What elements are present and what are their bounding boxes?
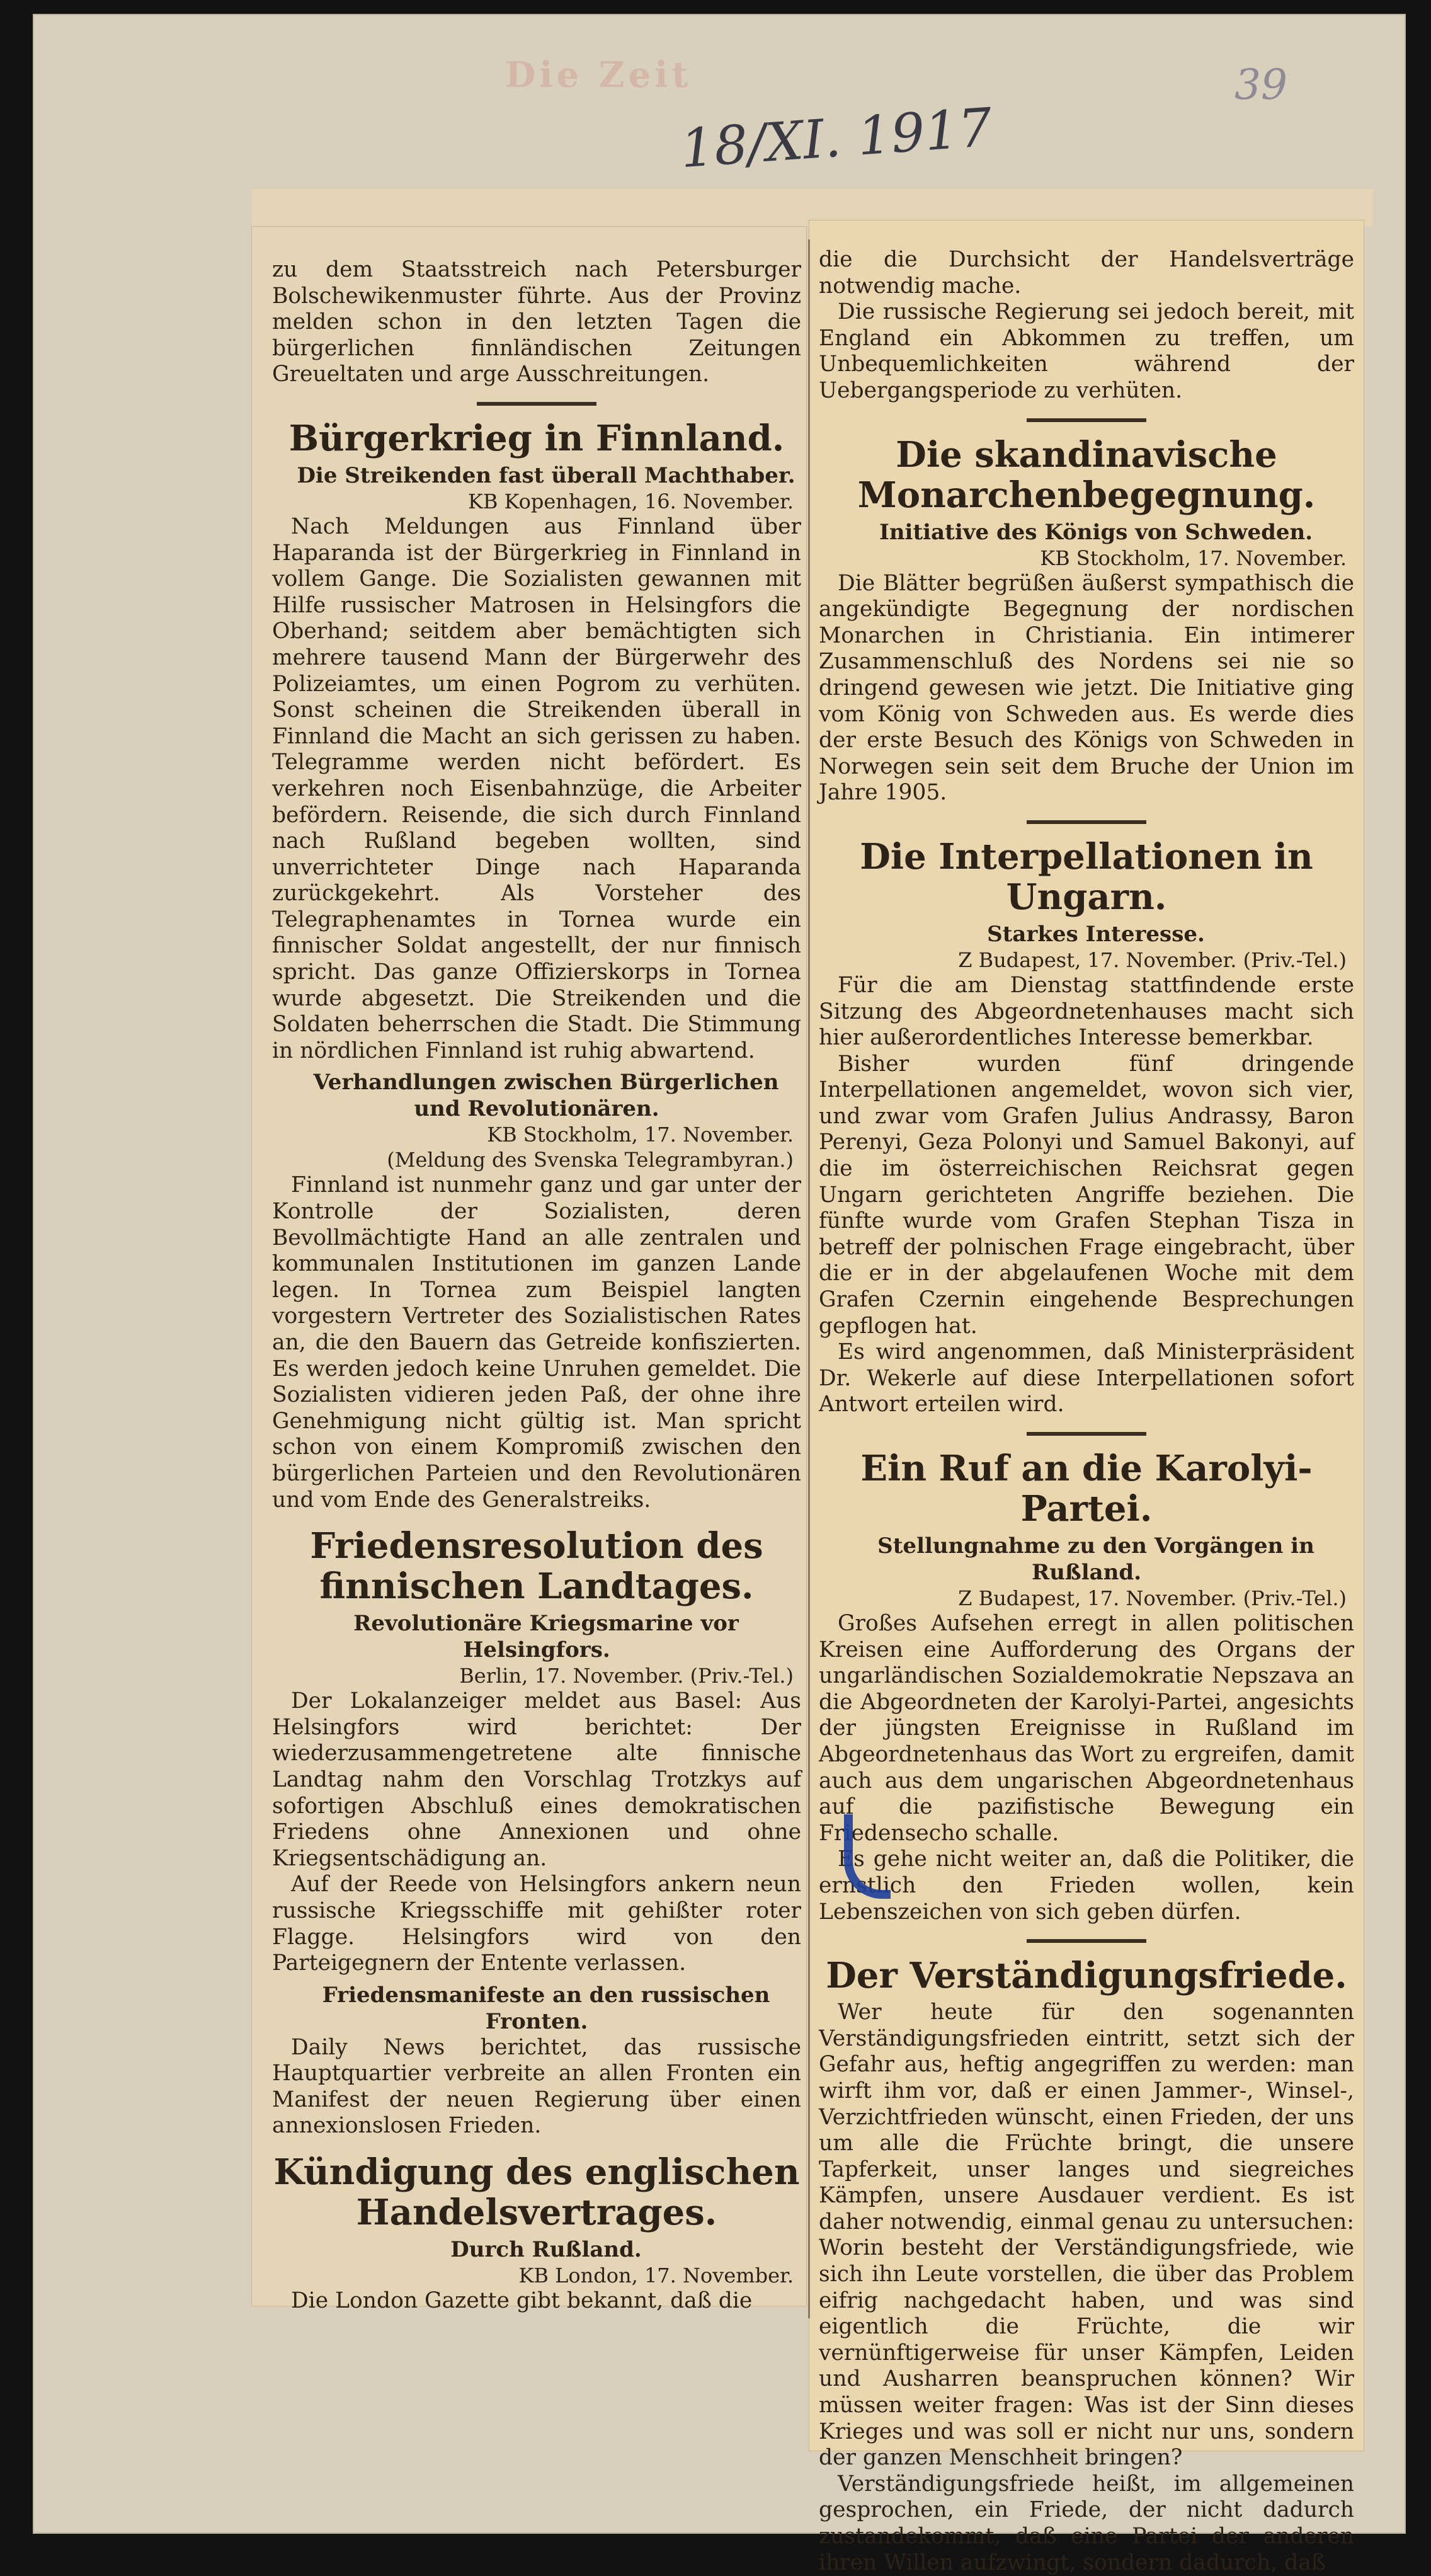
article-body-kuendigung: Die London Gazette gibt bekannt, daß die — [291, 2288, 753, 2314]
headline-karolyi: Ein Ruf an die Karolyi-Partei. — [860, 1448, 1313, 1530]
headline-monarchen: Die skandinavische Monarchenbegegnung. — [857, 433, 1316, 516]
article-body-karolyi-b: Es gehe nicht weiter an, daß die Politiker, die ernstlich den Frieden wollen, kein Lebenszeichen von sich geben dürfen. — [819, 1846, 1354, 1925]
subhead-streikenden: Die Streikenden fast überall Machthaber. — [297, 462, 795, 488]
divider-rule — [1027, 820, 1146, 824]
dateline-stockholm-right: KB Stockholm, 17. November. — [1040, 546, 1347, 570]
right-intro-text: die die Durchsicht der Handelsverträge notwendig mache. — [819, 247, 1354, 299]
dateline-kopenhagen: KB Kopenhagen, 16. November. — [467, 489, 794, 513]
article-body-monarchen: Die Blätter begrüßen äußerst sympathisch die angekündigte Begegnung der nordischen Monarchen in Christiania. Ein intimerer Zusammenschluß des Nordens sei nie so dringend gewesen wie jetzt. Die Initiative ging vom König von Schweden aus. Es werde dies der erste Besuch des Königs von Schweden in Norwegen sein seit dem Bruche der Union im Jahre 1905. — [819, 570, 1354, 806]
subhead-verhandlungen: Verhandlungen zwischen Bürgerlichen und Revolutionären. — [313, 1070, 779, 1122]
column-divider — [808, 239, 810, 2318]
right-intro-text-2: Die russische Regierung sei jedoch bereit, mit England ein Abkommen zu treffen, um Unbequemlichkeiten während der Uebergangsperiode zu verhüten. — [819, 299, 1354, 403]
subhead-friedensmanifeste: Friedensmanifeste an den russischen Fronten. — [322, 1982, 770, 2034]
article-body-verhandlungen: Finnland ist nunmehr ganz und gar unter der Kontrolle der Sozialisten, deren Bevollmächtigte Hand an alle zentralen und kommunalen Institutionen im ganzen Lande legen. In Tornea zum Beispiel langten vorgestern Vertreter des Sozialistischen Rates an, die den Bauern das Getreide konfiszierten. Es werden jedoch keine Unruhen gemeldet. Die Sozialisten vidieren jeden Paß, der ohne ihre Genehmigung nicht gültig ist. Man spricht schon von einem Kompromiß zwischen den bürgerlichen Parteien und den Revolutionären und vom Ende des Generalstreiks. — [272, 1172, 801, 1513]
article-body-verstaendigungsfriede: Wer heute für den sogenannten Verständigungsfrieden eintritt, setzt sich der Gefahr aus, heftig angegriffen zu werden: man wirft ihm vor, daß er einen Jammer-, Winsel-, Verzichtfrieden wünscht, einen Frieden, der uns um alle die Früchte bringt, die unsere Tapferkeit, unser langes und siegreiches Kämpfen, unsere Ausdauer verdient. Es ist daher notwendig, einmal genau zu untersuchen: Worin besteht der Verständigungsfriede, wie sich ihn Leute vorstellen, die über das Problem eifrig nachgedacht haben, und was sind eigentlich die Früchte, die wir vernünftigerweise für unser Kämpfen, Leiden und Ausharren beanspruchen können? Wir müssen weiter fragen: Was ist der Sinn dieses Krieges und was soll er nicht nur uns, sondern der ganzen Menschheit bringen? — [819, 2000, 1354, 2471]
left-intro-text: zu dem Staatsstreich nach Petersburger Bolschewikenmuster führte. Aus der Provinz melden schon in den letzten Tagen die bürgerlichen finnländischen Zeitungen Greueltaten und arge Ausschreitungen. — [272, 257, 801, 387]
headline-interpellationen: Die Interpellationen in Ungarn. — [860, 835, 1313, 918]
pencil-page-number: 39 — [1234, 60, 1287, 109]
right-column — [819, 247, 1354, 2576]
article-body-karolyi: Großes Aufsehen erregt in allen politischen Kreisen eine Aufforderung des Organs der ungarländischen Sozialdemokratie Nepszava an die Abgeordneten der Karolyi-Partei, angesichts der jüngsten Ereignisse in Rußland im Abgeordnetenhaus das Wort zu ergreifen, damit auch aus dem ungarischen Abgeordnetenhaus auf die pazifistische Bewegung ein Friedensecho schalle. — [819, 1611, 1354, 1846]
source-svenska: (Meldung des Svenska Telegrambyran.) — [387, 1148, 794, 1172]
divider-rule — [1027, 1939, 1146, 1943]
article-body-verstaendigungsfriede-b: Verständigungsfriede heißt, im allgemeinen gesprochen, ein Friede, der nicht dadurch zustandekommt, daß eine Partei der anderen ihren Willen aufzwingt, sondern dadurch, daß — [819, 2471, 1354, 2575]
subhead-initiative: Initiative des Königs von Schweden. — [879, 519, 1313, 545]
subhead-kriegsmarine: Revolutionäre Kriegsmarine vor Helsingfors. — [353, 1611, 739, 1663]
headline-friedensresolution: Friedensresolution des finnischen Landtages. — [310, 1525, 763, 1608]
article-body-buergerkrieg: Nach Meldungen aus Finnland über Haparanda ist der Bürgerkrieg in Finnland in vollem Gange. Die Sozialisten gewannen mit Hilfe russischer Matrosen in Helsingfors die Oberhand; seitdem aber bemächtigten sich mehrere tausend Mann der Bürgerwehr des Polizeiamtes, um einen Pogrom zu verhüten. Sonst scheinen die Streikenden überall in Finnland die Macht an sich gerissen zu haben. Telegramme werden nicht befördert. Es verkehren noch Eisenbahnzüge, die Arbeiter befördern. Reisende, die sich durch Finnland nach Rußland begeben wollten, sind unverrichteter Dinge nach Haparanda zurückgekehrt. Als Vorsteher des Telegraphenamtes in Tornea wurde ein finnischer Soldat angestellt, der nur finnisch spricht. Das ganze Offizierskorps in Tornea wurde abgesetzt. Die Streikenden und die Soldaten beherrschen die Stadt. Die Stimmung in nördlichen Finnland ist ruhig abwartend. — [272, 513, 801, 1063]
article-body-interpellationen: Für die am Dienstag stattfindende erste Sitzung des Abgeordnetenhauses macht sich hier außerordentliches Interesse bemerkbar. — [819, 972, 1354, 1051]
divider-rule — [1027, 418, 1146, 422]
article-body-reede: Auf der Reede von Helsingfors ankern neun russische Kriegsschiffe mit gehißter roter Flagge. Helsingfors wird von den Parteigegnern der Entente verlassen. — [272, 1872, 801, 1976]
dateline-london: KB London, 17. November. — [518, 2264, 794, 2288]
dateline-budapest-1: Z Budapest, 17. November. (Priv.-Tel.) — [958, 947, 1347, 972]
headline-buergerkrieg: Bürgerkrieg in Finnland. — [288, 417, 785, 459]
left-column — [272, 257, 801, 2315]
divider-rule — [1027, 1432, 1146, 1436]
divider-rule — [477, 402, 596, 406]
subhead-starkes-interesse: Starkes Interesse. — [987, 921, 1205, 947]
headline-verstaendigungsfriede: Der Verständigungsfriede. — [826, 1955, 1347, 1997]
handwritten-date: 18/XI. 1917 — [678, 96, 995, 180]
article-body-interpellationen-b: Bisher wurden fünf dringende Interpellationen angemeldet, wovon sich vier, und zwar vom Grafen Julius Andrassy, Baron Perenyi, Geza Polonyi und Samuel Bakonyi, auf die im österreichischen Reichsrat gegen Ungarn gerichteten Angriffe beziehen. Die fünfte wurde vom Grafen Stephan Tisza in betreff der polnischen Frage eingebracht, über die er in der abgelaufenen Woche mit dem Grafen Czernin eingehende Besprechungen gepflogen hat. — [819, 1051, 1354, 1339]
headline-kuendigung: Kündigung des englischen Handelsvertrages. — [273, 2151, 800, 2234]
subhead-russland: Durch Rußland. — [450, 2237, 642, 2263]
subhead-stellungnahme: Stellungnahme zu den Vorgängen in Rußland. — [877, 1533, 1314, 1585]
article-body-interpellationen-c: Es wird angenommen, daß Ministerpräsident Dr. Wekerle auf diese Interpellationen sofort Antwort erteilen wird. — [819, 1339, 1354, 1417]
dateline-budapest-2: Z Budapest, 17. November. (Priv.-Tel.) — [958, 1586, 1347, 1610]
dateline-stockholm: KB Stockholm, 17. November. — [487, 1123, 794, 1147]
article-body-daily-news: Daily News berichtet, das russische Hauptquartier verbreite an allen Fronten ein Manifest der neuen Regierung über einen annexionslosen Frieden. — [272, 2034, 801, 2139]
article-body-friedensresolution: Der Lokalanzeiger meldet aus Basel: Aus Helsingfors wird berichtet: Der wiederzusammengetretene alte finnische Landtag nahm den Vorschlag Trotzkys auf sofortigen Abschluß eines demokratischen Friedens ohne Annexionen und ohne Kriegsentschädigung an. — [272, 1688, 801, 1871]
dateline-berlin: Berlin, 17. November. (Priv.-Tel.) — [459, 1664, 794, 1688]
masthead: Die Zeit — [505, 54, 692, 96]
